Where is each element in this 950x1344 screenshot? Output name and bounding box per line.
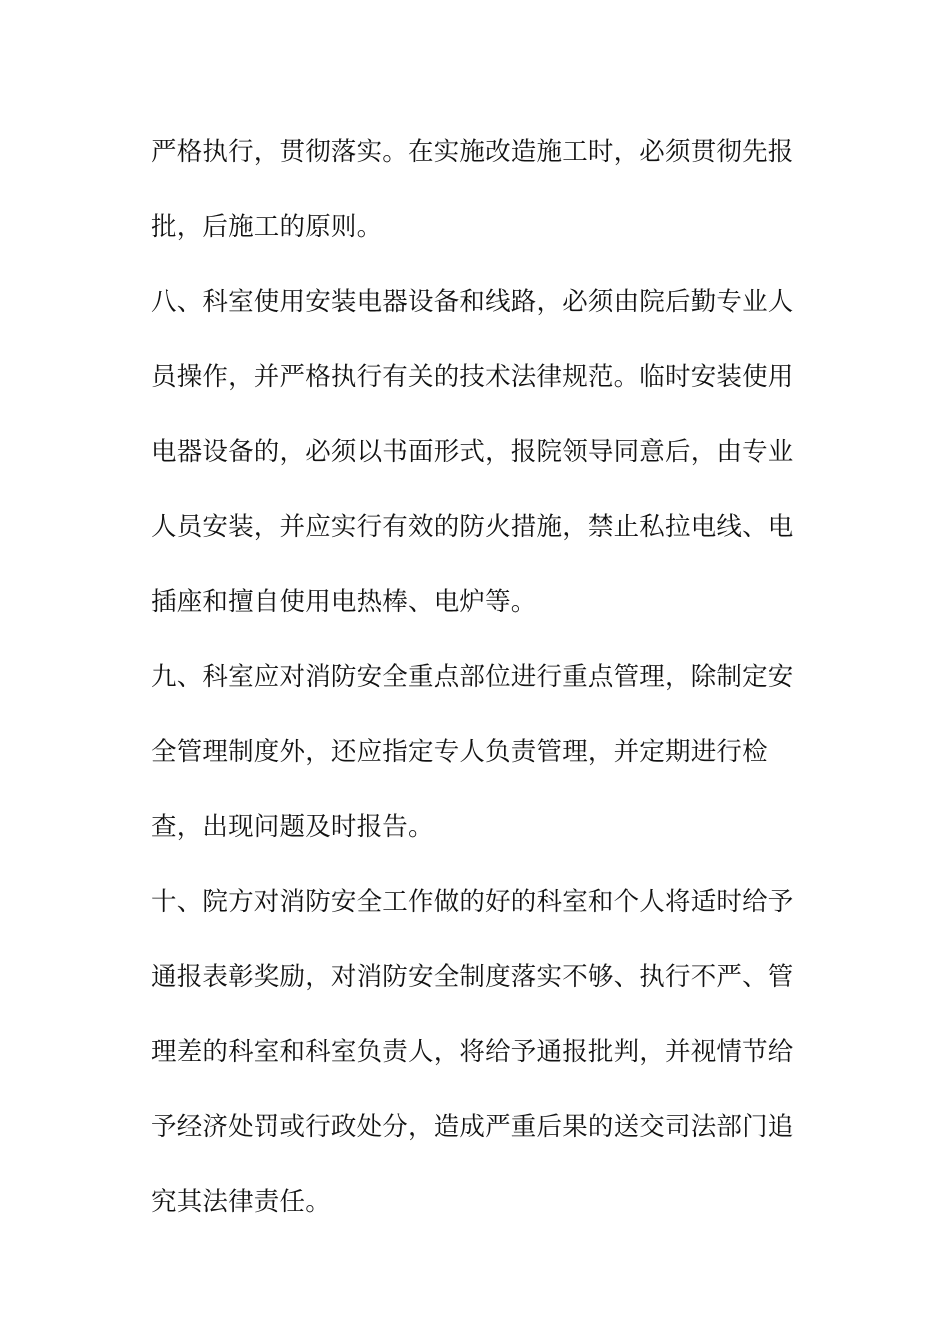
text-line: 十、院方对消防安全工作做的好的科室和个人将适时给予 [151, 887, 794, 917]
text-line: 严格执行，贯彻落实。在实施改造施工时，必须贯彻先报 [151, 137, 794, 167]
text-line: 插座和擅自使用电热棒、电炉等。 [151, 587, 537, 617]
text-line: 员操作，并严格执行有关的技术法律规范。临时安装使用 [151, 362, 794, 392]
text-line: 电器设备的，必须以书面形式，报院领导同意后，由专业 [151, 437, 794, 467]
text-line: 全管理制度外，还应指定专人负责管理，并定期进行检 [151, 737, 768, 767]
text-line: 通报表彰奖励，对消防安全制度落实不够、执行不严、管 [151, 962, 794, 992]
text-line: 予经济处罚或行政处分，造成严重后果的送交司法部门追 [151, 1112, 794, 1142]
text-line: 理差的科室和科室负责人，将给予通报批判，并视情节给 [151, 1037, 794, 1067]
text-line: 查，出现问题及时报告。 [151, 812, 434, 842]
text-line: 人员安装，并应实行有效的防火措施，禁止私拉电线、电 [151, 512, 794, 542]
text-line: 九、科室应对消防安全重点部位进行重点管理，除制定安 [151, 662, 794, 692]
text-line: 究其法律责任。 [151, 1187, 331, 1217]
text-line: 批，后施工的原则。 [151, 212, 383, 242]
text-line: 八、科室使用安装电器设备和线路，必须由院后勤专业人 [151, 287, 794, 317]
